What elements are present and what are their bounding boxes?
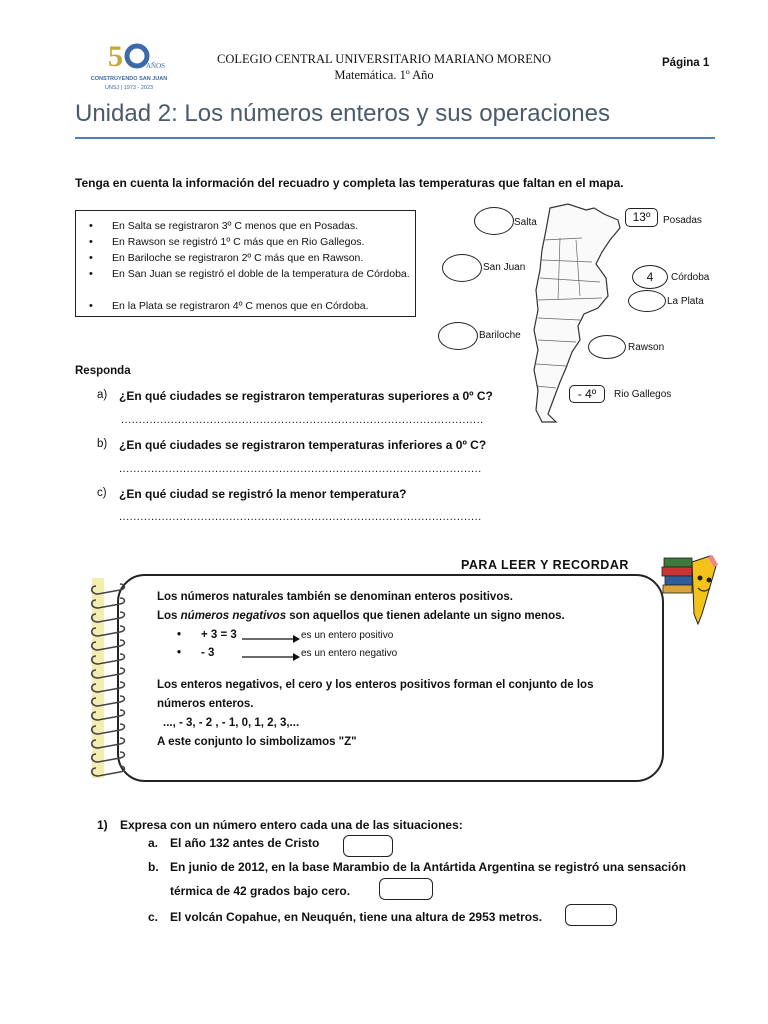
city-san-juan: San Juan — [483, 262, 526, 273]
exercise-number: 1) — [97, 818, 108, 832]
exercise-title: Expresa con un número entero cada una de las situaciones: — [120, 818, 463, 832]
san-juan-temp-oval[interactable] — [442, 254, 482, 282]
unit-title: Unidad 2: Los números enteros y sus operaciones — [75, 100, 610, 127]
city-rio-gallegos: Rio Gallegos — [614, 389, 672, 400]
remember-heading: PARA LEER Y RECORDAR — [461, 558, 629, 572]
svg-text:5: 5 — [108, 40, 123, 73]
answer-line[interactable]: ...................................................................................................... — [119, 463, 482, 475]
rio-gallegos-temp-box: - 4º — [569, 385, 605, 403]
city-la-plata: La Plata — [667, 296, 704, 307]
answer-line[interactable]: ...................................................................................................... — [119, 511, 482, 523]
title-divider — [75, 137, 715, 139]
arrow-right-icon — [242, 635, 300, 643]
page-number: Página 1 — [662, 57, 710, 69]
cordoba-temp-oval: 4 — [632, 265, 668, 289]
svg-text:CONSTRUYENDO SAN JUAN: CONSTRUYENDO SAN JUAN — [90, 76, 168, 82]
info-box: • En Salta se registraron 3º C menos que en Posadas. • En Rawson se registró 1º C más que en Rio Gallegos. • En Bariloche se registraron 2º C más que en Rawson. • En San Juan se registró el doble de la temperatura de Córdoba. • En la Plata se registraron 4º C menos que en Córdoba. — [75, 210, 416, 317]
city-rawson: Rawson — [628, 342, 665, 353]
arrow-right-icon — [242, 653, 300, 661]
question-text: ¿En qué ciudades se registraron temperaturas inferiores a 0º C? — [119, 438, 487, 452]
negative-expression: - 3 — [201, 647, 215, 659]
answer-box-c[interactable] — [565, 904, 617, 926]
salta-temp-oval[interactable] — [474, 207, 514, 235]
books-pencil-icon — [658, 548, 720, 628]
svg-text:UNSJ | 1973 - 2023: UNSJ | 1973 - 2023 — [104, 85, 154, 91]
item-letter: c. — [148, 910, 159, 924]
responda-heading: Responda — [75, 365, 131, 377]
remember-frame — [117, 574, 664, 782]
remember-line-2: Los números negativos son aquellos que tienen adelante un signo menos. — [157, 610, 565, 622]
item-letter: a. — [148, 836, 159, 850]
la-plata-temp-oval[interactable] — [628, 290, 666, 312]
city-salta: Salta — [514, 217, 537, 228]
positive-expression: + 3 = 3 — [201, 629, 237, 641]
item-text: El volcán Copahue, en Neuquén, tiene una altura de 2953 metros. — [170, 910, 543, 924]
item-text: En junio de 2012, en la base Marambio de la Antártida Argentina se registró una sensación — [170, 860, 686, 874]
remember-line-5: A este conjunto lo simbolizamos "Z" — [157, 736, 357, 748]
remember-line-4: números enteros. — [157, 698, 254, 710]
item-text: térmica de 42 grados bajo cero. — [170, 884, 351, 898]
svg-text:AÑOS: AÑOS — [146, 62, 166, 70]
question-text: ¿En qué ciudades se registraron temperaturas superiores a 0º C? — [119, 389, 493, 403]
question-letter: b) — [97, 438, 108, 450]
notebook-spiral — [90, 578, 130, 778]
answer-box-b[interactable] — [379, 878, 433, 900]
answer-line[interactable]: ...................................................................................................... — [121, 414, 484, 426]
rawson-temp-oval[interactable] — [588, 335, 626, 359]
bullet-dot: • — [177, 629, 182, 641]
city-posadas: Posadas — [663, 215, 702, 226]
bariloche-temp-oval[interactable] — [438, 322, 478, 350]
subject-line: Matemática. 1º Año — [334, 68, 434, 82]
question-letter: a) — [97, 389, 108, 401]
item-letter: b. — [148, 860, 159, 874]
negative-label: es un entero negativo — [301, 648, 398, 659]
remember-line-1: Los números naturales también se denominan enteros positivos. — [157, 591, 513, 603]
item-text: El año 132 antes de Cristo — [170, 836, 320, 850]
question-text: ¿En qué ciudad se registró la menor temperatura? — [119, 487, 407, 501]
answer-box-a[interactable] — [343, 835, 393, 857]
bullet-dot: • — [177, 647, 182, 659]
posadas-temp-box: 13º — [625, 208, 658, 227]
question-letter: c) — [97, 487, 107, 499]
city-bariloche: Bariloche — [479, 330, 521, 341]
integer-sequence: ..., - 3, - 2 , - 1, 0, 1, 2, 3,... — [163, 717, 300, 729]
remember-line-3: Los enteros negativos, el cero y los enteros positivos forman el conjunto de los — [157, 679, 594, 691]
instruction: Tenga en cuenta la información del recuadro y completa las temperaturas que faltan en el mapa. — [75, 176, 624, 190]
positive-label: es un entero positivo — [301, 630, 394, 641]
city-cordoba: Córdoba — [671, 272, 710, 283]
school-name: COLEGIO CENTRAL UNIVERSITARIO MARIANO MORENO — [217, 52, 551, 66]
